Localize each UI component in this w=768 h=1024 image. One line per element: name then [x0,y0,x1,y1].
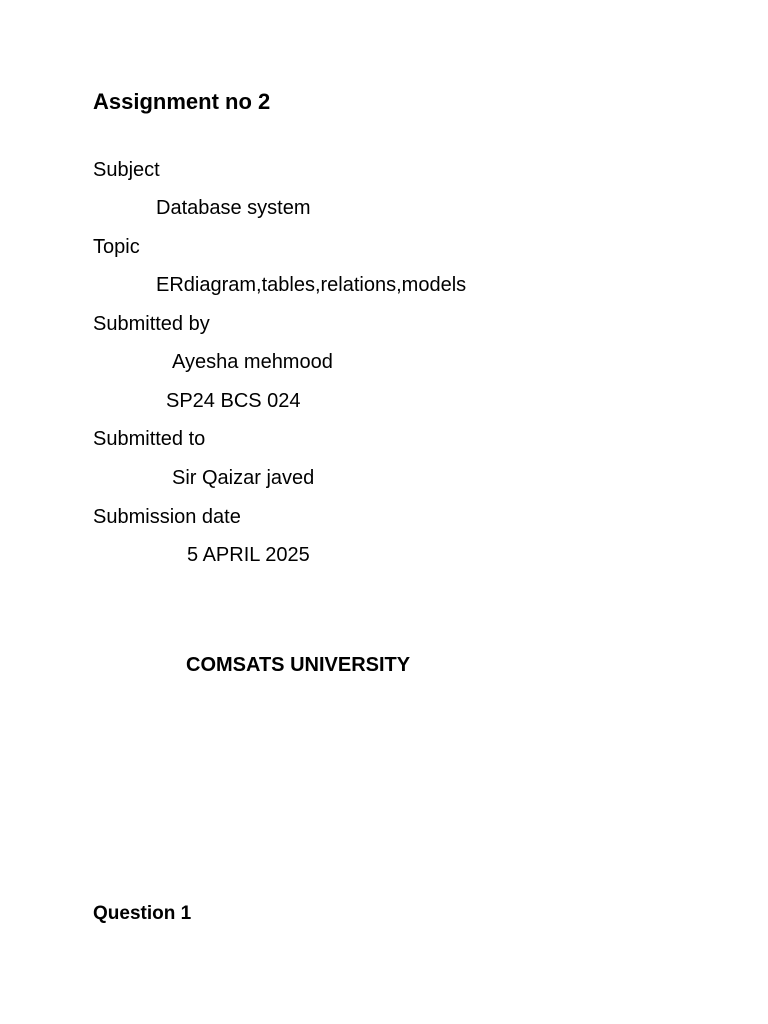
topic-label: Topic [93,236,140,258]
topic-value: ERdiagram,tables,relations,models [156,274,467,296]
subject-value: Database system [156,197,311,219]
document-title: Assignment no 2 [93,89,271,114]
submission-date-value: 5 APRIL 2025 [187,544,310,566]
submitted-by-id: SP24 BCS 024 [166,390,301,412]
submitted-to-label: Submitted to [93,428,206,450]
university-name: COMSATS UNIVERSITY [186,654,411,676]
submitted-to-name: Sir Qaizar javed [172,467,315,489]
subject-label: Subject [93,159,160,181]
question-heading: Question 1 [93,903,192,924]
submitted-by-label: Submitted by [93,313,210,335]
submission-date-label: Submission date [93,506,241,528]
submitted-by-name: Ayesha mehmood [172,351,333,373]
